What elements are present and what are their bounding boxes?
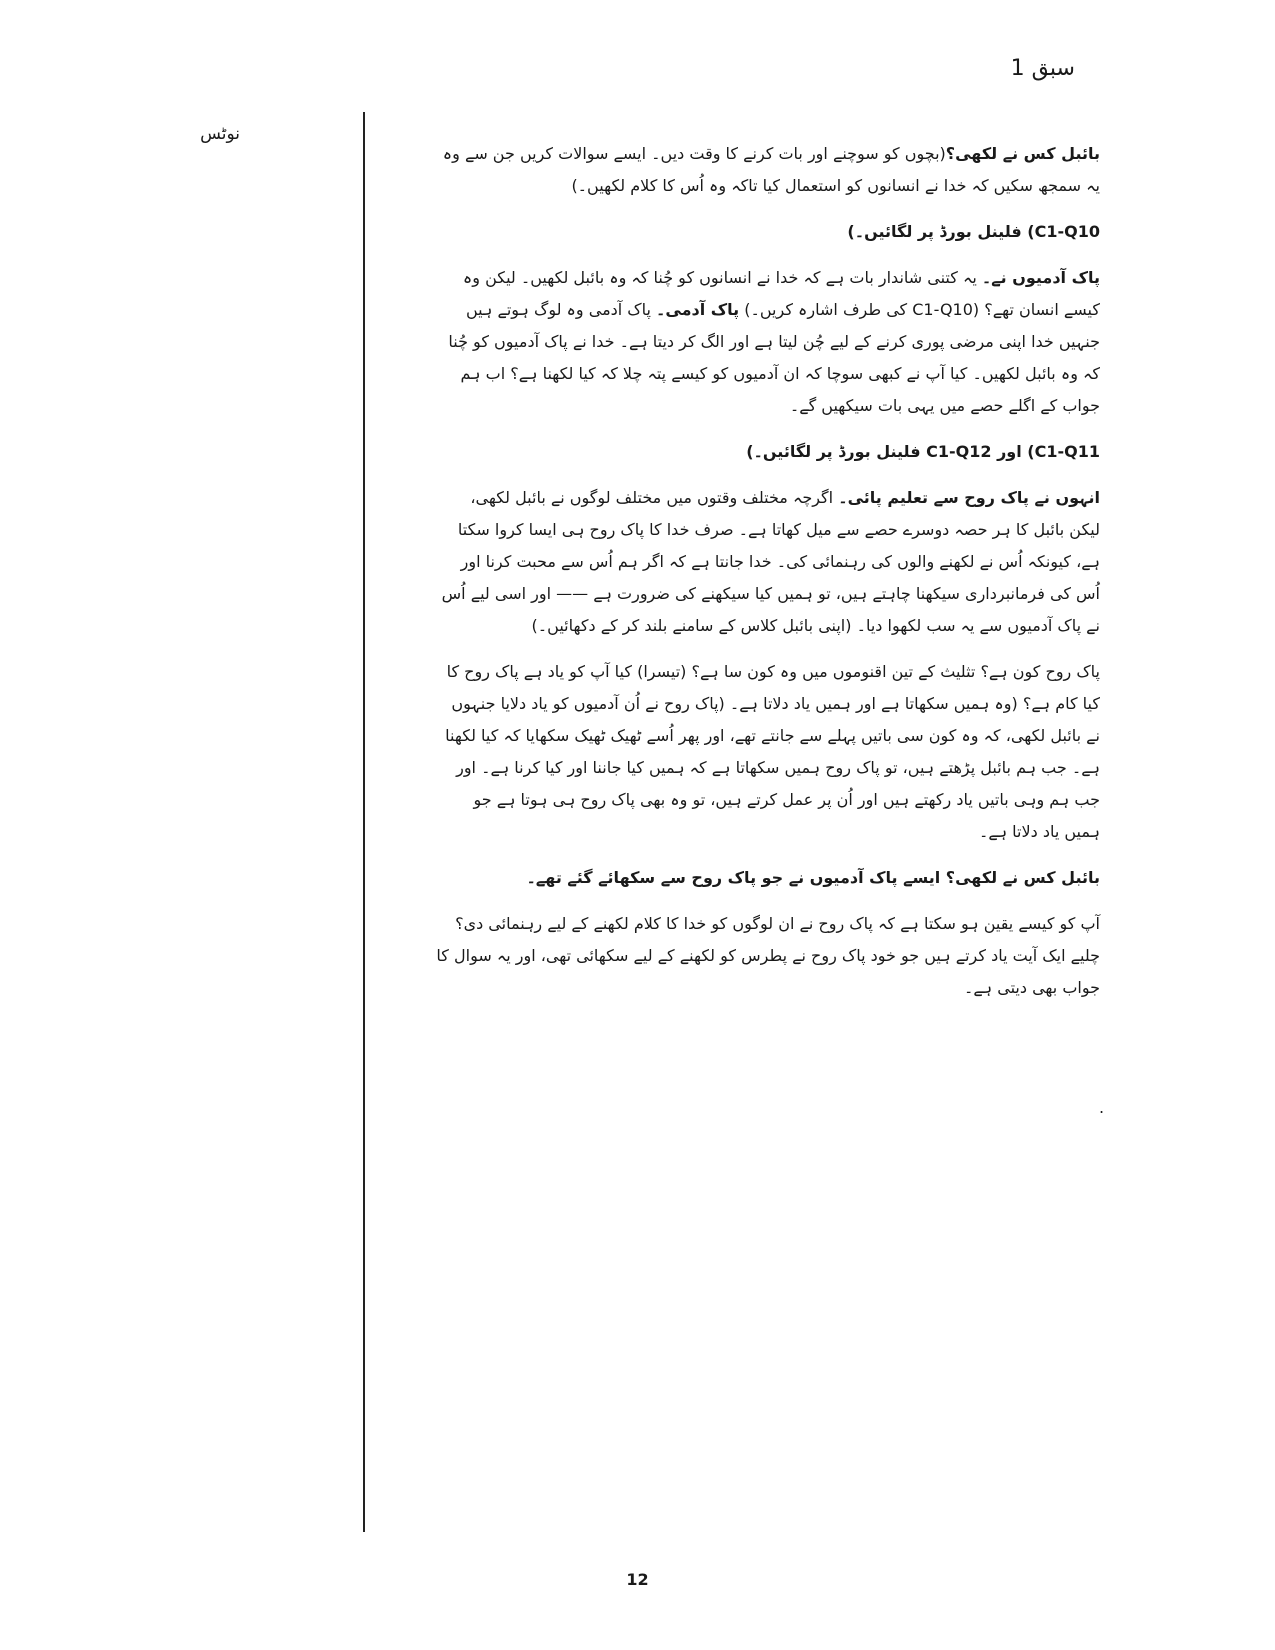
- question-lead: بائبل کس نے لکھی؟: [945, 144, 1100, 163]
- column-divider: [363, 112, 365, 1532]
- card-code: (C1-Q11: [1027, 442, 1100, 461]
- card-code: C1-Q10: [912, 300, 973, 319]
- paragraph-text: کی طرف اشارہ کریں۔): [739, 300, 913, 319]
- page-number: 12: [626, 1570, 649, 1589]
- instruction-and: اور: [991, 442, 1028, 461]
- paragraph-holy-spirit-taught: [436, 482, 1100, 642]
- instruction-text: فلینل بورڈ پر لگائیں۔): [847, 222, 1028, 241]
- answer-lead: پاک آدمیوں نے۔: [981, 268, 1100, 287]
- answer-lead: انہوں نے پاک روح سے تعلیم پائی۔: [838, 488, 1100, 507]
- paragraph-text: (بچوں کو سوچنے اور بات کرنے کا وقت دیں۔ ایسے سوالات کریں جن سے وہ یہ سمجھ سکیں کہ خدا نے انسانوں کو استعمال کیا تاکہ وہ اُس کا کلام لکھیں۔): [442, 144, 1100, 195]
- instruction-flannelboard-q10: [436, 216, 1100, 248]
- paragraph-holy-men: [436, 262, 1100, 422]
- section-heading: بائبل کس نے لکھی؟ ایسے پاک آدمیوں نے جو پاک روح سے سکھائے گئے تھے۔: [526, 868, 1100, 887]
- instruction-flannelboard-q11-q12: [436, 436, 1100, 468]
- instruction-text: فلینل بورڈ پر لگائیں۔): [746, 442, 927, 461]
- card-code: C1-Q12: [926, 442, 992, 461]
- paragraph-text: اگرچہ مختلف وقتوں میں مختلف لوگوں نے بائبل لکھی، لیکن بائبل کا ہر حصہ دوسرے حصے سے میل کھاتا ہے۔ صرف خدا کا پاک روح ہی ایسا کروا سکتا ہے، کیونکہ اُس نے لکھنے والوں کی رہنمائی کی۔ خدا جانتا ہے کہ اگر ہم اُس سے محبت کرنا اور اُس کی فرمانبرداری سیکھنا چاہتے ہیں، تو ہمیں کیا سیکھنے کی ضرورت ہے —— اور اسی لیے اُس نے پاک آدمیوں سے یہ سب لکھوا دیا۔ (اپنی بائبل کلاس کے سامنے بلند کر کے دکھائیں۔): [441, 488, 1100, 635]
- term-holy-man: پاک آدمی۔: [656, 300, 740, 319]
- lesson-label: سبق 1: [1010, 56, 1075, 81]
- paragraph-who-is-holy-spirit: پاک روح کون ہے؟ تثلیث کے تین اقنوموں میں وہ کون سا ہے؟ (تیسرا) کیا آپ کو یاد ہے پاک روح کا کیا کام ہے؟ (وہ ہمیں سکھاتا ہے اور ہمیں یاد دلاتا ہے۔ (پاک روح نے اُن آدمیوں کو یاد دلایا جنہوں نے بائبل لکھی، کہ وہ کون سی باتیں پہلے سے جانتے تھے، اور پھر اُسے ٹھیک ٹھیک سکھایا کہ کیا لکھنا ہے۔ جب ہم بائبل پڑھتے ہیں، تو پاک روح ہمیں سکھاتا ہے کہ ہمیں کیا جاننا اور کیا کرنا ہے۔ اور جب ہم وہی باتیں یاد رکھتے ہیں اور اُن پر عمل کرتے ہیں، تو وہ بھی پاک روح ہی ہوتا ہے جو ہمیں یاد دلاتا ہے۔: [445, 662, 1100, 841]
- main-text: [436, 138, 1100, 1018]
- card-code: (C1-Q10: [1027, 222, 1100, 241]
- paragraph-who-wrote: [436, 138, 1100, 202]
- paragraph-how-sure: آپ کو کیسے یقین ہو سکتا ہے کہ پاک روح نے ان لوگوں کو خدا کا کلام لکھنے کے لیے رہنمائی دی؟ چلیے ایک آیت یاد کرتے ہیں جو خود پاک روح نے پطرس کو لکھنے کے لیے سکھائی تھی، اور یہ سوال کا جواب بھی دیتی ہے۔: [436, 914, 1100, 997]
- stray-dot: .: [1099, 1098, 1105, 1117]
- paragraph-text: یہ کتنی شاندار بات ہے کہ خدا نے انسانوں کو چُنا کہ وہ بائبل لکھیں۔ لیکن وہ کیسے انسان تھے؟ (: [462, 268, 1100, 319]
- notes-label: نوٹس: [200, 124, 240, 144]
- paragraph-text: پاک آدمی وہ لوگ ہوتے ہیں جنہیں خدا اپنی مرضی پوری کرنے کے لیے چُن لیتا ہے اور الگ کر دیتا ہے۔ خدا نے پاک آدمیوں کو چُنا کہ وہ بائبل لکھیں۔ کیا آپ نے کبھی سوچا کہ ان آدمیوں کو کیسے پتہ چلا کہ کیا لکھنا ہے؟ اب ہم جواب کے اگلے حصے میں یہی بات سیکھیں گے۔: [448, 300, 1100, 415]
